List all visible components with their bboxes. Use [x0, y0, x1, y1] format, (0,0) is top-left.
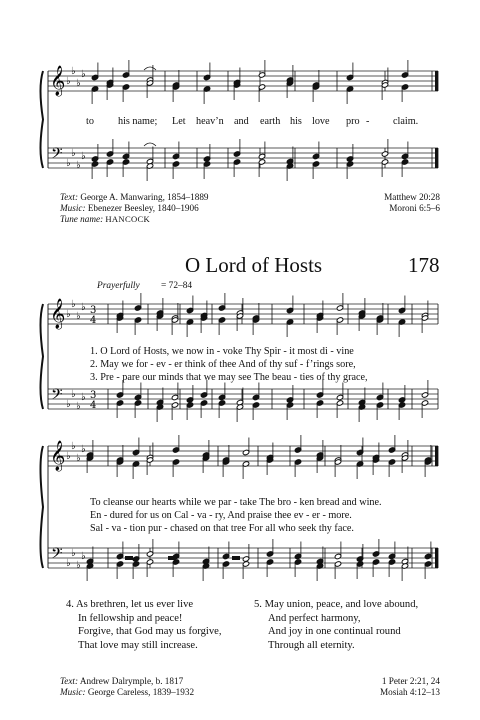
key-signature-flat: ♭ [71, 441, 76, 452]
time-signature: 3 [90, 390, 97, 401]
verse-line: Forgive, that God may us forgive, [78, 626, 222, 638]
treble-clef-icon: 𝄞 [50, 441, 66, 471]
final-barline [435, 446, 438, 466]
time-signature: 4 [90, 315, 97, 326]
treble-clef-icon: 𝄞 [50, 299, 66, 329]
credits-bottom [60, 676, 194, 698]
treble-clef-icon: 𝄞 [50, 66, 66, 96]
scripture-ref: Matthew 20:28 [384, 192, 440, 202]
verse-lyric-line: Sal - va - tion pur - chased on that tree For all who seek thy face. [90, 523, 354, 534]
verse-line: 5. May union, peace, and love abound, [254, 599, 419, 610]
final-barline [435, 71, 438, 91]
key-signature-flat: ♭ [81, 151, 86, 162]
key-signature-flat: ♭ [81, 551, 86, 562]
hymn-title: O Lord of Hosts [185, 253, 323, 277]
key-signature-flat: ♭ [76, 311, 81, 322]
system-brace [41, 446, 44, 568]
verse-line: And perfect harmony, [268, 612, 361, 624]
music-credit: George Careless, 1839–1932 [87, 687, 195, 698]
key-signature-flat: ♭ [71, 299, 76, 310]
lyric-word: his name; [118, 116, 158, 127]
music-label: Music: [60, 687, 86, 698]
key-signature-flat: ♭ [76, 453, 81, 464]
lyric-word: his [290, 116, 302, 127]
key-signature-flat: ♭ [81, 302, 86, 313]
time-signature: 3 [90, 305, 97, 316]
lyric-word: to [86, 116, 94, 127]
text-label: Text: [60, 192, 79, 202]
key-signature-flat: ♭ [66, 399, 71, 410]
rest [125, 556, 133, 560]
key-signature-flat: ♭ [66, 76, 71, 87]
music-credit: Ebenezer Beesley, 1840–1906 [87, 203, 199, 214]
text-credit: George A. Manwaring, 1854–1889 [80, 192, 209, 202]
key-signature-flat: ♭ [66, 158, 71, 169]
tune-label: Tune name: [60, 214, 104, 225]
verse-line: 4. As brethren, let us ever live [66, 599, 194, 610]
scripture-refs-bottom [380, 676, 440, 698]
lyric-word: pro [346, 116, 360, 127]
key-signature-flat: ♭ [71, 148, 76, 159]
lyric-word: Let [172, 116, 186, 127]
key-signature-flat: ♭ [71, 389, 76, 400]
key-signature-flat: ♭ [81, 392, 86, 403]
verse-lyric-line: To cleanse our hearts while we par - take The bro - ken bread and wine. [90, 497, 382, 508]
key-signature-flat: ♭ [66, 558, 71, 569]
rest [232, 556, 240, 560]
lyric-word: love [312, 116, 330, 127]
lyric-word: and [234, 116, 249, 127]
scripture-ref: Moroni 6:5–6 [389, 203, 440, 214]
system-brace [41, 304, 44, 409]
key-signature-flat: ♭ [76, 401, 81, 412]
key-signature-flat: ♭ [71, 548, 76, 559]
verse-4 [66, 598, 222, 652]
tempo-word: Prayerfully [97, 281, 140, 291]
bass-clef-icon: 𝄢 [51, 545, 63, 566]
verse-line: That love may still increase. [78, 639, 198, 651]
final-barline [435, 548, 438, 568]
bass-clef-icon: 𝄢 [51, 145, 63, 166]
scripture-refs-top [384, 192, 440, 214]
scripture-ref: 1 Peter 2:21, 24 [381, 676, 440, 686]
key-signature-flat: ♭ [76, 160, 81, 171]
music-label: Music: [60, 203, 86, 214]
final-barline [435, 148, 438, 168]
lyric-word: heav’n [196, 116, 224, 127]
verse-lyric-line: 3. Pre - pare our minds that we may see The beau - ties of thy grace, [90, 372, 368, 383]
key-signature-flat: ♭ [71, 66, 76, 77]
bass-clef-icon: 𝄢 [51, 386, 63, 407]
hymn-number: 178 [408, 253, 440, 277]
verse-line: And joy in one continual round [268, 626, 401, 638]
rest [168, 556, 176, 560]
tune-name: HANCOCK [105, 214, 151, 225]
key-signature-flat: ♭ [76, 560, 81, 571]
key-signature-flat: ♭ [76, 78, 81, 89]
key-signature-flat: ♭ [66, 309, 71, 320]
verse-lyric-line: En - dured for us on Cal - va - ry, And praise thee ev - er - more. [90, 510, 352, 521]
verse-lyric-line: 2. May we for - ev - er think of thee And of thy suf - f’rings sore, [90, 359, 356, 370]
verse-5 [254, 598, 418, 652]
fermata [144, 143, 156, 146]
verse-line: In fellowship and peace! [78, 612, 183, 624]
lyric-hyphen: - [366, 116, 370, 127]
text-credit: Andrew Dalrymple, b. 1817 [79, 676, 184, 686]
top-system-lyrics [0, 116, 480, 130]
credits-top [60, 192, 209, 226]
key-signature-flat: ♭ [81, 444, 86, 455]
tempo-value: = 72–84 [161, 281, 193, 291]
text-label: Text: [60, 676, 79, 686]
time-signature: 4 [90, 400, 97, 411]
verse-lyric-line: 1. O Lord of Hosts, we now in - voke Thy Spir - it most di - vine [90, 346, 354, 357]
scripture-ref: Mosiah 4:12–13 [380, 687, 440, 698]
key-signature-flat: ♭ [81, 69, 86, 80]
key-signature-flat: ♭ [66, 451, 71, 462]
verse-line: Through all eternity. [268, 639, 355, 651]
lyric-word: earth [260, 116, 281, 127]
fermata [144, 67, 156, 70]
lyric-word: claim. [393, 116, 419, 127]
